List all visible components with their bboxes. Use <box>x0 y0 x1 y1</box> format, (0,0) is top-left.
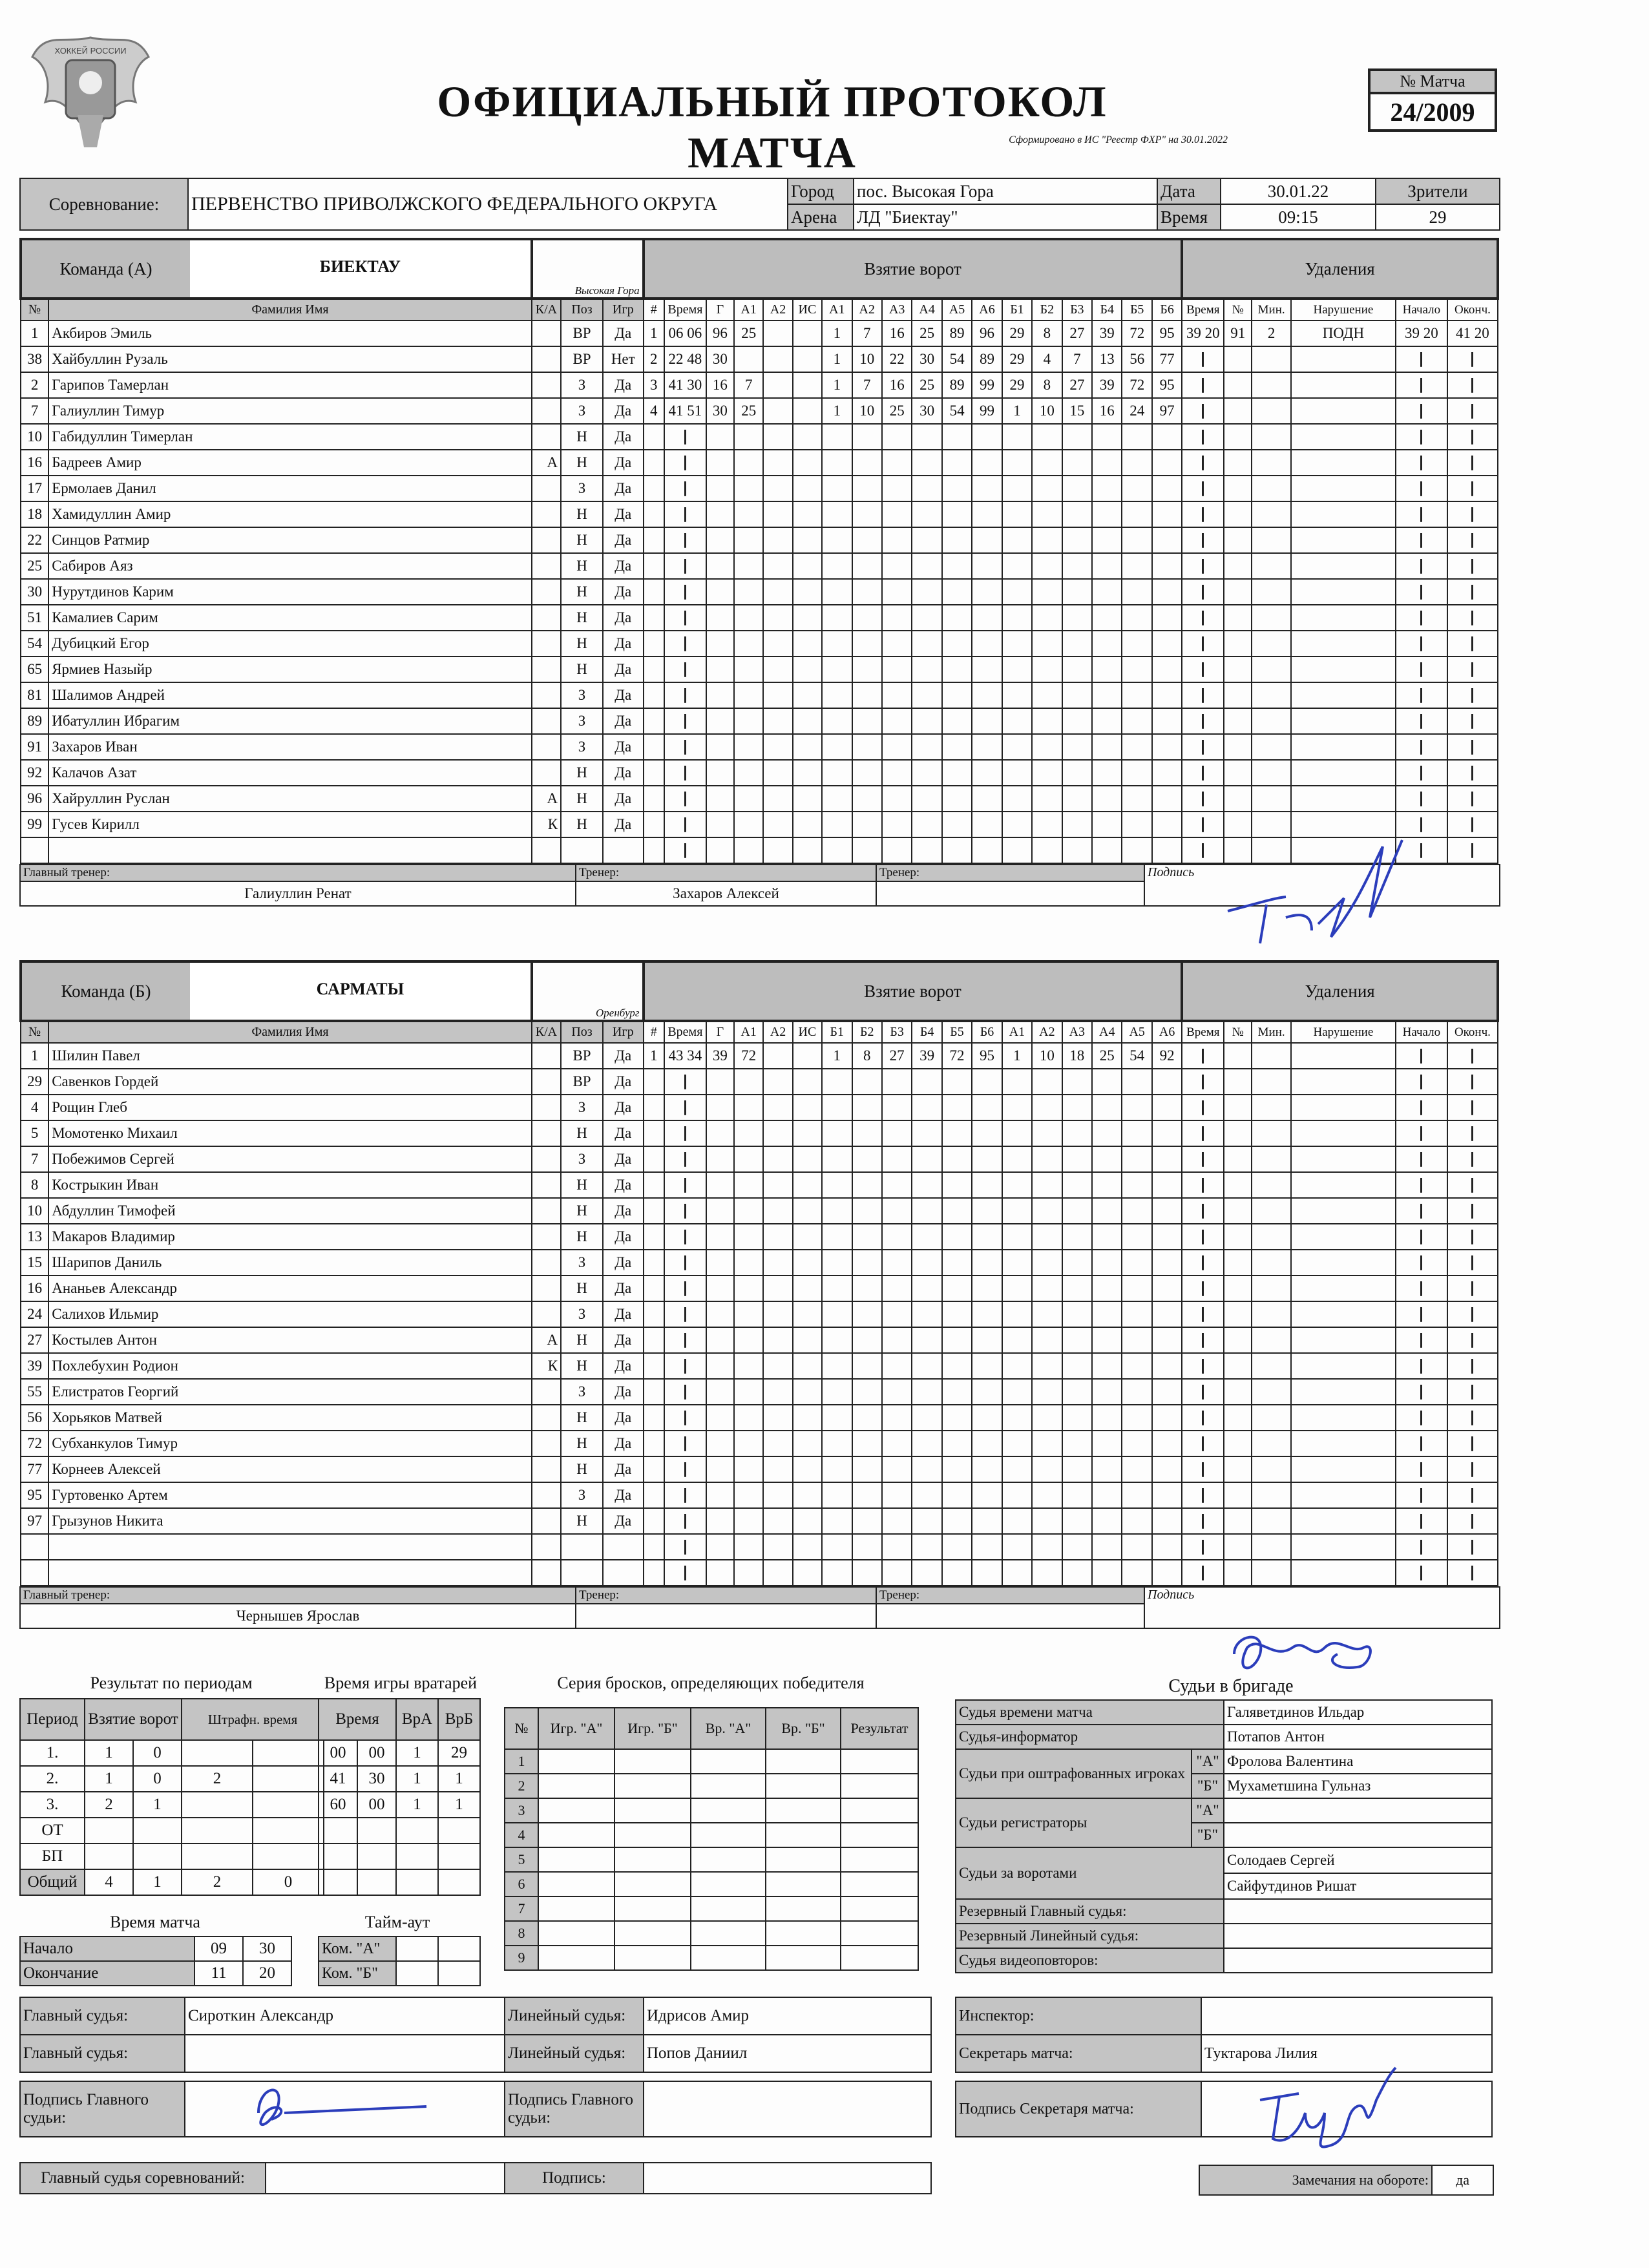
team-a-name: БИЕКТАУ <box>319 257 401 276</box>
player-row: 5 Момотенко Михаил Н Да <box>21 1120 1498 1146</box>
timeout-title: Тайм-аут <box>364 1913 430 1931</box>
player-row: 16 Ананьев Александр Н Да <box>21 1276 1498 1301</box>
shootout-row: 1 <box>505 1749 918 1774</box>
team-b-name: САРМАТЫ <box>316 980 404 998</box>
page-title: ОФИЦИАЛЬНЫЙ ПРОТОКОЛ МАТЧА <box>437 77 1108 177</box>
gk-row <box>319 1869 480 1895</box>
shootout-row: 4 <box>505 1823 918 1847</box>
player-row: 1 Шилин Павел ВР Да 1 43 34 39 72 1 8 27 39 72 95 1 10 18 25 54 92 <box>21 1043 1498 1069</box>
player-row: 24 Салихов Ильмир З Да <box>21 1301 1498 1327</box>
player-row <box>21 1534 1498 1560</box>
player-row: 1 Акбиров Эмиль ВР Да 1 06 06 96 25 1 7 16 25 89 96 29 8 27 39 72 95 39 20 91 2 ПОДН 39 20 41 20 <box>21 320 1498 346</box>
player-row: 27 Костылев Антон А Н Да <box>21 1327 1498 1353</box>
date: 30.01.22 <box>1221 178 1376 204</box>
gk-row: 00 00 1 29 <box>319 1740 480 1766</box>
player-row: 8 Кострыкин Иван Н Да <box>21 1172 1498 1198</box>
main-referee-signature-icon <box>233 2074 439 2145</box>
match-time-title: Время матча <box>110 1913 200 1931</box>
gk-title: Время игры вратарей <box>324 1674 478 1692</box>
results-title: Результат по периодам <box>90 1674 253 1692</box>
player-row: 13 Макаров Владимир Н Да <box>21 1224 1498 1250</box>
period-results-table: Период Взятие ворот Штрафн. время 1. 1 0 2. 1 0 2 3. 2 1 ОТ БП Общий 4 1 2 0 <box>19 1698 324 1896</box>
match-number-box: № Матча 24/2009 <box>1368 68 1497 132</box>
player-row: 4 Рощин Глеб З Да <box>21 1095 1498 1120</box>
player-row: 95 Гуртовенко Артем З Да <box>21 1482 1498 1508</box>
player-row: 77 Корнеев Алексей Н Да <box>21 1456 1498 1482</box>
player-row: 18 Хамидуллин Амир Н Да <box>21 501 1498 527</box>
player-row: 56 Хорьяков Матвей Н Да <box>21 1405 1498 1431</box>
team-a-coaches: Главный тренер: Тренер: Тренер: Подпись Галиуллин Ренат Захаров Алексей <box>19 864 1500 907</box>
svg-text:ХОККЕЙ РОССИИ: ХОККЕЙ РОССИИ <box>54 46 127 56</box>
referees-title: Судьи в бригаде <box>1168 1676 1294 1696</box>
shootout-title: Серия бросков, определяющих победителя <box>557 1674 865 1692</box>
player-row: 72 Субханкулов Тимур Н Да <box>21 1431 1498 1456</box>
notes-table: Замечания на обороте: да <box>1199 2165 1494 2196</box>
player-row: 54 Дубицкий Егор Н Да <box>21 631 1498 656</box>
player-row: 89 Ибатуллин Ибрагим З Да <box>21 708 1498 734</box>
player-row: 39 Похлебухин Родион К Н Да <box>21 1353 1498 1379</box>
team-b-city: Оренбург <box>596 1007 640 1019</box>
player-row: 10 Абдуллин Тимофей Н Да <box>21 1198 1498 1224</box>
team-b-section <box>19 960 1500 1629</box>
officials-table: Главный судья: Сироткин Александр Линейный судья: Идрисов Амир Главный судья: Линейный судья: Попов Даниил Подпись Главного судьи: Подпись Главного судьи: <box>19 1997 932 2137</box>
team-b-head-coach: Чернышев Ярослав <box>20 1604 576 1628</box>
period-row: 3. 2 1 <box>20 1792 324 1818</box>
shootout-row: 3 <box>505 1798 918 1823</box>
period-row: 1. 1 0 <box>20 1740 324 1766</box>
player-row: 91 Захаров Иван З Да <box>21 734 1498 760</box>
arena: ЛД "Биектау" <box>854 204 1157 230</box>
player-row: 17 Ермолаев Данил З Да <box>21 476 1498 501</box>
player-row: 55 Елистратов Георгий З Да <box>21 1379 1498 1405</box>
player-row: 25 Сабиров Аяз Н Да <box>21 553 1498 579</box>
player-row: 2 Гарипов Тамерлан З Да 3 41 30 16 7 1 7 16 25 89 99 29 8 27 39 72 95 <box>21 372 1498 398</box>
player-row: 7 Побежимов Сергей З Да <box>21 1146 1498 1172</box>
spectators: 29 <box>1376 204 1500 230</box>
gk-row: 41 30 1 1 <box>319 1766 480 1792</box>
player-row: 38 Хайбуллин Рузаль ВР Нет 2 22 48 30 1 10 22 30 54 89 29 4 7 13 56 77 <box>21 346 1498 372</box>
player-row: 99 Гусев Кирилл К Н Да <box>21 812 1498 837</box>
player-row: 15 Шарипов Даниль З Да <box>21 1250 1498 1276</box>
fhr-logo-icon <box>26 18 155 160</box>
shootout-row: 5 <box>505 1847 918 1872</box>
inspector-table: Инспектор: Секретарь матча: Туктарова Лилия Подпись Секретаря матча: <box>955 1997 1493 2137</box>
competition-judge: Главный судья соревнований: Подпись: <box>19 2162 932 2194</box>
player-row: 96 Хайруллин Руслан А Н Да <box>21 786 1498 812</box>
player-row <box>21 1560 1498 1586</box>
shootout-row: 2 <box>505 1774 918 1798</box>
shootout-row: 7 <box>505 1896 918 1921</box>
gk-row: 60 00 1 1 <box>319 1792 480 1818</box>
city: пос. Высокая Гора <box>854 178 1157 204</box>
player-row: 7 Галиуллин Тимур З Да 4 41 51 30 25 1 10 25 30 54 99 1 10 15 16 24 97 <box>21 398 1498 424</box>
period-row: Общий 4 1 2 0 <box>20 1869 324 1895</box>
player-row: 29 Савенков Гордей ВР Да <box>21 1069 1498 1095</box>
team-b-table: Команда (Б) САРМАТЫ Оренбург Взятие ворот Удаления № Фамилия Имя К/А Поз Игр # Время Г А1 А2 ИС Б1 Б2 Б3 Б4 Б5 Б6 А1 А2 А3 А4 А5 А6 Время № Мин. Нарушение Начало Оконч. 1 Шилин Павел ВР Да 1 43 34 39 72 1 8 27 39 72 95 1 10 18 25 54 92 29 Савенков Гордей ВР Да 4 Рощин Глеб З Да 5 Момотенко Михаил Н Да 7 Побежимов Сергей З Да 8 Кострыкин Иван Н Да 10 Абдуллин Тимофей Н Да 13 Макаров Владимир Н Да 15 Шарипов Даниль З Да 16 Ананьев Александр Н Да 24 Салихов Ильмир З Да 27 Костылев Антон А Н Да 39 Похлебухин Родион К Н Да 55 Елистратов Георгий З Да 56 Хорьяков Матвей Н Да 72 Субханкулов Тимур Н Да 77 Корнеев Алексей Н Да 95 Гуртовенко Артем З Да 97 Грызунов Никита Н Да <box>19 960 1499 1586</box>
period-row: ОТ <box>20 1818 324 1843</box>
period-row: 2. 1 0 2 <box>20 1766 324 1792</box>
team-b-coaches: Главный тренер: Тренер: Тренер: Подпись Чернышев Ярослав <box>19 1586 1500 1629</box>
player-row: 16 Бадреев Амир А Н Да <box>21 450 1498 476</box>
gk-row <box>319 1818 480 1843</box>
coach-b-signature-icon <box>1208 1609 1402 1693</box>
team-a-section <box>19 238 1500 907</box>
player-row: 97 Грызунов Никита Н Да <box>21 1508 1498 1534</box>
player-row: 65 Ярмиев Назыйр Н Да <box>21 656 1498 682</box>
gk-time-table: Время ВрА ВрБ 00 00 1 29 41 30 1 1 60 00 1 1 <box>318 1698 481 1896</box>
start-time: 09:15 <box>1221 204 1376 230</box>
shootout-row: 8 <box>505 1921 918 1946</box>
shootout-row: 6 <box>505 1872 918 1896</box>
player-row: 22 Синцов Ратмир Н Да <box>21 527 1498 553</box>
team-a-city: Высокая Гора <box>574 284 640 297</box>
match-info: Соревнование: ПЕРВЕНСТВО ПРИВОЛЖСКОГО ФЕДЕРАЛЬНОГО ОКРУГА Город пос. Высокая Гора Дата 30.01.22 Зрители Арена ЛД "Биектау" Время 09:15 29 <box>19 178 1500 231</box>
secretary-signature-icon <box>1247 2061 1415 2165</box>
period-row: БП <box>20 1843 324 1869</box>
player-row: 81 Шалимов Андрей З Да <box>21 682 1498 708</box>
shootout-table: № Игр. "А" Игр. "Б" Вр. "А" Вр. "Б" Результат 1 2 3 4 5 6 7 8 9 <box>504 1707 919 1971</box>
generated-note: Сформировано в ИС "Реестр ФХР" на 30.01.2022 <box>1009 134 1228 145</box>
gk-row <box>319 1843 480 1869</box>
player-row: 92 Калачов Азат Н Да <box>21 760 1498 786</box>
shootout-row: 9 <box>505 1946 918 1970</box>
timeout-table: Ком. "А" Ком. "Б" <box>318 1936 481 1986</box>
team-a-head-coach: Галиуллин Ренат <box>20 881 576 906</box>
competition-name: ПЕРВЕНСТВО ПРИВОЛЖСКОГО ФЕДЕРАЛЬНОГО ОКРУГА <box>188 178 788 230</box>
player-row: 10 Габидуллин Тимерлан Н Да <box>21 424 1498 450</box>
team-a-table: Команда (А) БИЕКТАУ Высокая Гора Взятие ворот Удаления № Фамилия Имя К/А Поз Игр # Время Г А1 А2 ИС А1 А2 А3 А4 А5 А6 Б1 Б2 Б3 Б4 Б5 Б6 Время № Мин. Нарушение Начало Оконч. 1 Акбиров Эмиль ВР Да 1 06 06 96 25 1 7 16 25 89 96 29 8 27 39 72 95 39 20 91 2 ПОДН 39 20 41 20 38 Хайбуллин Рузаль ВР Нет 2 22 48 30 1 10 22 30 54 89 29 4 7 13 56 77 2 Гарипов Тамерлан З Да 3 41 30 16 7 1 7 16 25 89 99 29 8 27 39 72 95 7 Галиуллин Тимур З Да 4 41 51 30 25 1 10 25 30 54 99 1 10 15 16 24 97 10 Габидуллин Тимерлан Н Да 16 Бадреев Амир А Н Да 17 Ермолаев Данил З Да 18 Хамидуллин Амир Н Да 22 Синцов Ратмир Н Да 25 Сабиров Аяз Н Да 30 Нурутдинов Карим Н Да 51 Камалиев Сарим Н Да 54 Дубицкий Егор Н Да 65 Ярмиев Назыйр Н Да 81 Шалимов Андрей З Да 89 Ибатуллин Ибрагим З Да 91 Захаров Иван З Да 92 Калачов Азат Н Да 96 Хайруллин Руслан А Н Да 99 Гусев Кирилл К Н Да <box>19 238 1499 864</box>
referees-table: Судья времени матча Галяветдинов Ильдар Судья-информатор Потапов Антон Судьи при оштрафованных игроках "А" Фроловa Валентина "Б" Мухаметшина Гульназ Судьи регистраторы "А" "Б" Судьи за воротами Солодаев Сергей Сайфутдинов Ришат Резервный Главный судья: Резервный Линейный судья: Судья видеоповторов: <box>955 1699 1493 1973</box>
match-number: 24/2009 <box>1369 93 1496 131</box>
match-time-table: Начало 09 30 Окончание 11 20 <box>19 1936 292 1986</box>
player-row: 51 Камалиев Сарим Н Да <box>21 605 1498 631</box>
coach-a-signature-icon <box>1215 834 1447 963</box>
player-row: 30 Нурутдинов Карим Н Да <box>21 579 1498 605</box>
